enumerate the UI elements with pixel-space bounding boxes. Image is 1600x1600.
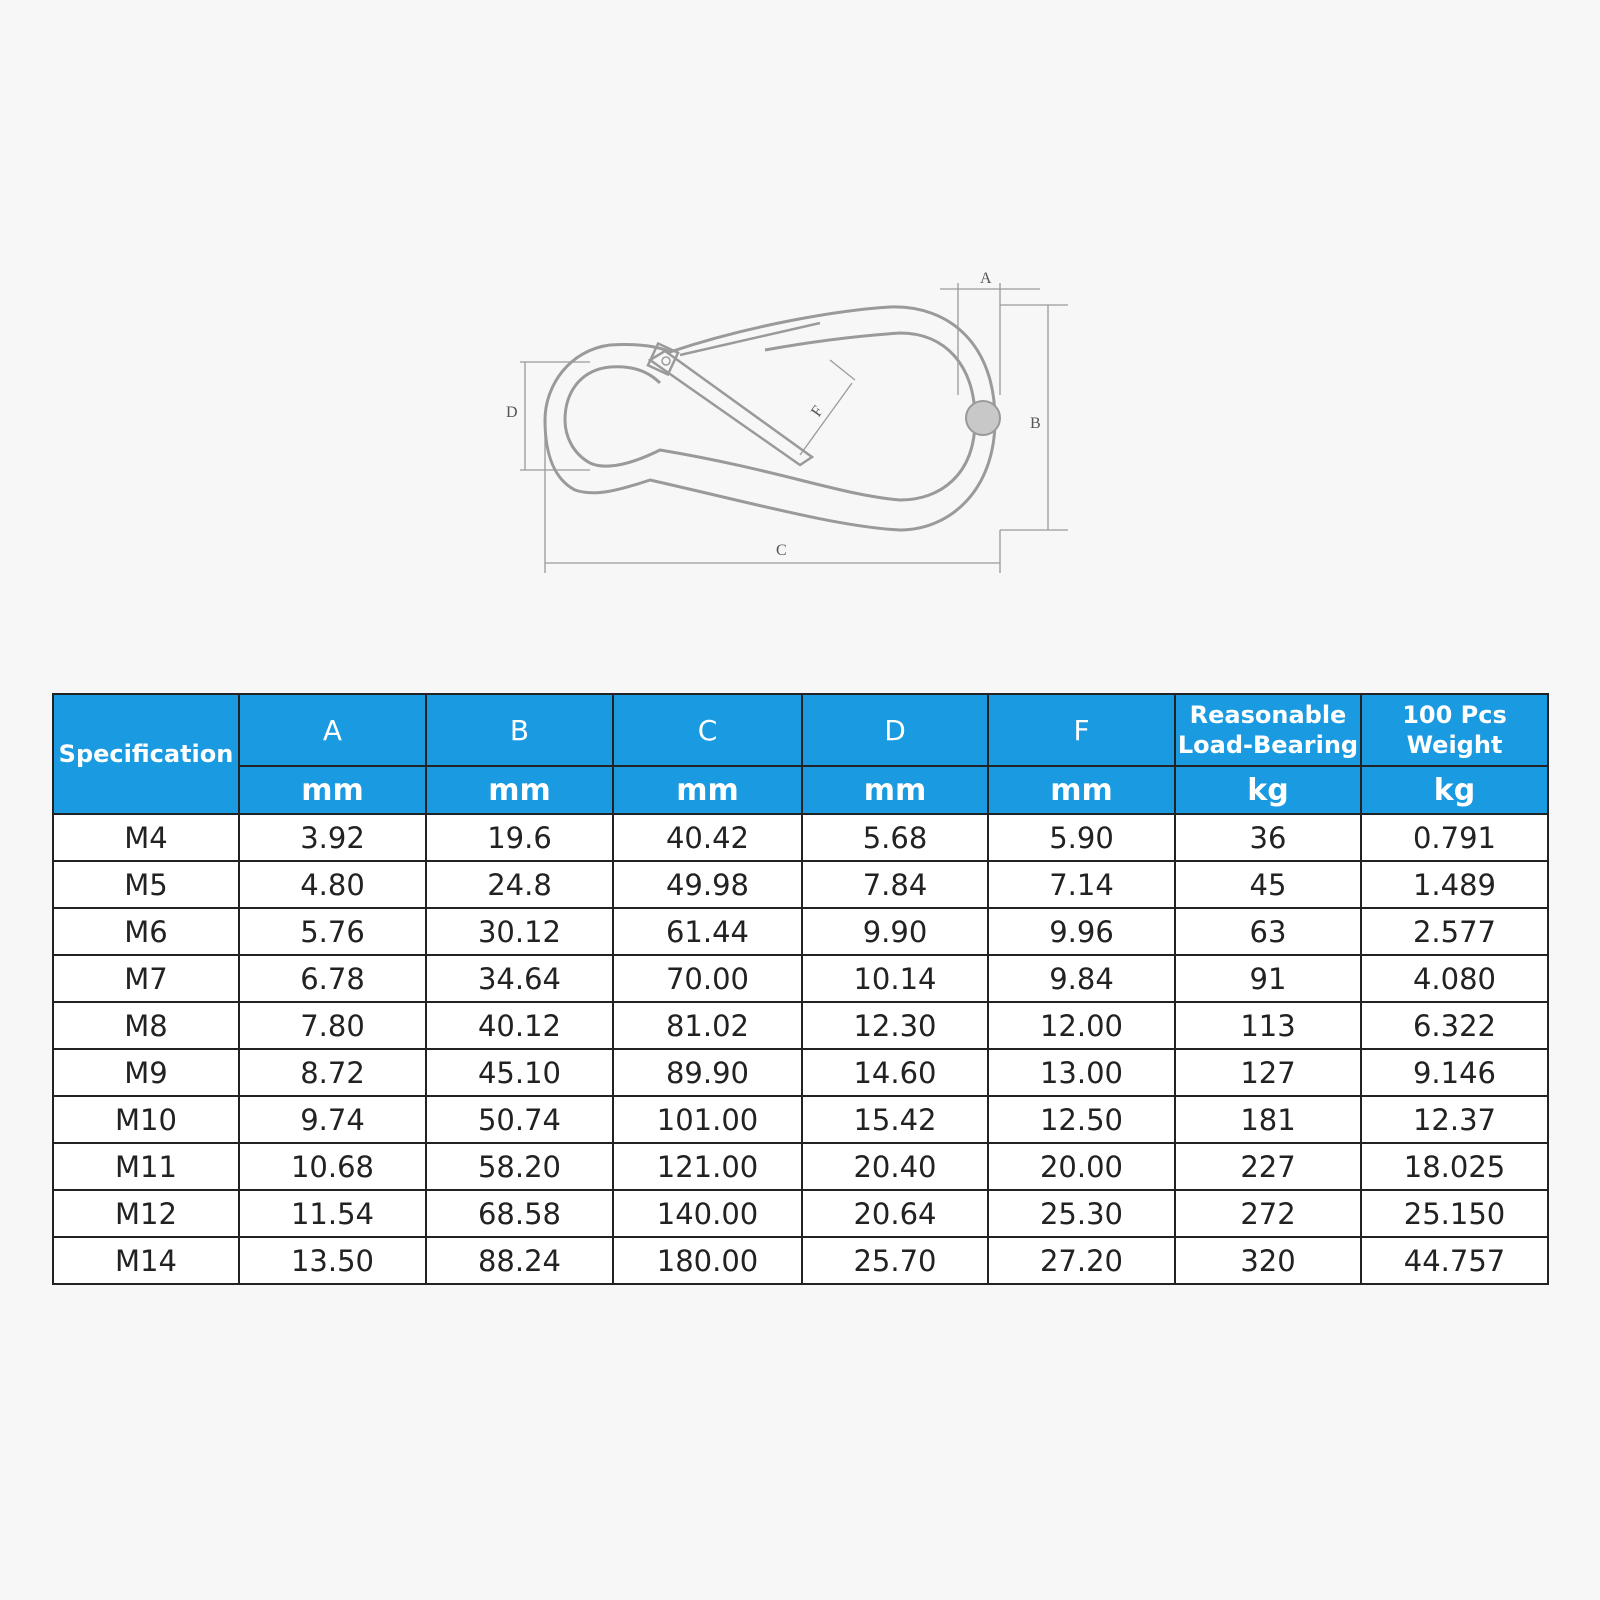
table-row [53,955,1548,1002]
cell-spec: M9 [53,1049,239,1096]
spec-table [52,693,1549,1285]
cell-weight: 6.322 [1361,1002,1548,1049]
cell-f: 20.00 [988,1143,1175,1190]
unit-f: mm [988,766,1175,814]
cell-c: 180.00 [613,1237,802,1284]
cell-weight: 25.150 [1361,1190,1548,1237]
cell-spec: M7 [53,955,239,1002]
cell-a: 13.50 [239,1237,426,1284]
unit-weight: kg [1361,766,1548,814]
cell-load-bearing: 113 [1175,1002,1361,1049]
cell-load-bearing: 45 [1175,861,1361,908]
unit-load-bearing: kg [1175,766,1361,814]
cell-c: 81.02 [613,1002,802,1049]
table-row [53,908,1548,955]
cell-weight: 2.577 [1361,908,1548,955]
table-row [53,1237,1548,1284]
unit-a: mm [239,766,426,814]
cell-d: 12.30 [802,1002,988,1049]
cell-b: 88.24 [426,1237,613,1284]
cell-weight: 4.080 [1361,955,1548,1002]
cell-spec: M12 [53,1190,239,1237]
cell-d: 9.90 [802,908,988,955]
header-load-line2: Load-Bearing [1177,731,1359,759]
header-load-bearing [1175,694,1361,766]
cell-weight: 9.146 [1361,1049,1548,1096]
cell-a: 5.76 [239,908,426,955]
cell-c: 140.00 [613,1190,802,1237]
dim-label-a: A [980,270,992,287]
cell-c: 61.44 [613,908,802,955]
cell-d: 25.70 [802,1237,988,1284]
cell-weight: 0.791 [1361,814,1548,861]
cell-load-bearing: 181 [1175,1096,1361,1143]
cell-c: 101.00 [613,1096,802,1143]
table-row [53,861,1548,908]
cell-a: 10.68 [239,1143,426,1190]
table-row [53,1002,1548,1049]
table-row [53,1096,1548,1143]
cell-spec: M4 [53,814,239,861]
cell-c: 40.42 [613,814,802,861]
cell-f: 12.00 [988,1002,1175,1049]
cell-b: 40.12 [426,1002,613,1049]
cell-load-bearing: 227 [1175,1143,1361,1190]
cell-d: 10.14 [802,955,988,1002]
cell-a: 8.72 [239,1049,426,1096]
dim-label-c: C [776,542,787,559]
cell-f: 9.84 [988,955,1175,1002]
cell-load-bearing: 91 [1175,955,1361,1002]
cell-f: 12.50 [988,1096,1175,1143]
table-row [53,1143,1548,1190]
cell-spec: M11 [53,1143,239,1190]
cell-spec: M8 [53,1002,239,1049]
header-load-line1: Reasonable [1189,701,1347,729]
cell-a: 7.80 [239,1002,426,1049]
unit-d: mm [802,766,988,814]
header-d: D [802,694,988,766]
cell-b: 19.6 [426,814,613,861]
header-f: F [988,694,1175,766]
cell-b: 50.74 [426,1096,613,1143]
unit-row [53,766,1548,814]
unit-b: mm [426,766,613,814]
unit-c: mm [613,766,802,814]
cell-weight: 1.489 [1361,861,1548,908]
cell-d: 20.64 [802,1190,988,1237]
header-weight-line1: 100 Pcs [1402,701,1507,729]
cell-a: 4.80 [239,861,426,908]
cell-a: 3.92 [239,814,426,861]
cell-b: 34.64 [426,955,613,1002]
header-weight [1361,694,1548,766]
cell-c: 49.98 [613,861,802,908]
table-body [53,814,1548,1284]
cell-spec: M5 [53,861,239,908]
cell-f: 13.00 [988,1049,1175,1096]
cell-f: 7.14 [988,861,1175,908]
table-row [53,1049,1548,1096]
cell-b: 45.10 [426,1049,613,1096]
dim-label-d: D [506,404,518,421]
cell-b: 24.8 [426,861,613,908]
cell-a: 6.78 [239,955,426,1002]
cell-weight: 44.757 [1361,1237,1548,1284]
cell-d: 20.40 [802,1143,988,1190]
carabiner-diagram [500,265,1100,595]
cell-d: 15.42 [802,1096,988,1143]
cell-a: 9.74 [239,1096,426,1143]
dim-label-b: B [1030,415,1041,432]
cell-load-bearing: 320 [1175,1237,1361,1284]
cell-c: 70.00 [613,955,802,1002]
table-row [53,814,1548,861]
cell-b: 30.12 [426,908,613,955]
cell-f: 25.30 [988,1190,1175,1237]
cell-d: 7.84 [802,861,988,908]
wire-cross-section [966,401,1000,435]
cell-spec: M10 [53,1096,239,1143]
cell-weight: 18.025 [1361,1143,1548,1190]
cell-c: 121.00 [613,1143,802,1190]
cell-load-bearing: 127 [1175,1049,1361,1096]
header-a: A [239,694,426,766]
cell-a: 11.54 [239,1190,426,1237]
cell-f: 27.20 [988,1237,1175,1284]
carabiner-outline [545,307,995,530]
cell-b: 58.20 [426,1143,613,1190]
header-b: B [426,694,613,766]
header-c: C [613,694,802,766]
cell-f: 9.96 [988,908,1175,955]
header-specification: Specification [53,694,239,814]
cell-f: 5.90 [988,814,1175,861]
cell-d: 5.68 [802,814,988,861]
dim-label-f: F [808,403,828,421]
cell-spec: M6 [53,908,239,955]
cell-load-bearing: 36 [1175,814,1361,861]
table-row [53,1190,1548,1237]
cell-spec: M14 [53,1237,239,1284]
cell-b: 68.58 [426,1190,613,1237]
cell-weight: 12.37 [1361,1096,1548,1143]
cell-load-bearing: 272 [1175,1190,1361,1237]
header-row [53,694,1548,766]
cell-c: 89.90 [613,1049,802,1096]
cell-d: 14.60 [802,1049,988,1096]
header-weight-line2: Weight [1406,731,1503,759]
cell-load-bearing: 63 [1175,908,1361,955]
